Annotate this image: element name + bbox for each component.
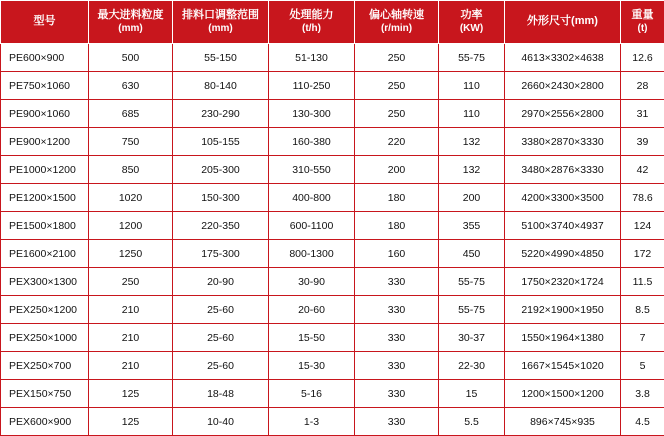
cell-eccentric-shaft-speed: 330 xyxy=(355,296,439,324)
cell-eccentric-shaft-speed: 250 xyxy=(355,72,439,100)
cell-capacity: 400-800 xyxy=(269,184,355,212)
cell-dimensions: 4200×3300×3500 xyxy=(505,184,621,212)
cell-capacity: 20-60 xyxy=(269,296,355,324)
cell-eccentric-shaft-speed: 330 xyxy=(355,268,439,296)
cell-model: PE1600×2100 xyxy=(1,240,89,268)
cell-model: PEX150×750 xyxy=(1,380,89,408)
column-header-unit: (KW) xyxy=(441,23,502,36)
table-row xyxy=(1,408,664,436)
table-row xyxy=(1,324,664,352)
column-header-label: 外形尺寸(mm) xyxy=(527,15,598,27)
cell-dimensions: 1667×1545×1020 xyxy=(505,352,621,380)
column-header-label: 偏心轴转速 xyxy=(369,9,424,21)
cell-power: 55-75 xyxy=(439,268,505,296)
table-row xyxy=(1,128,664,156)
cell-power: 55-75 xyxy=(439,296,505,324)
cell-eccentric-shaft-speed: 250 xyxy=(355,44,439,72)
column-header-label: 处理能力 xyxy=(290,9,334,21)
cell-eccentric-shaft-speed: 330 xyxy=(355,380,439,408)
table-row xyxy=(1,268,664,296)
table-row xyxy=(1,72,664,100)
column-header-discharge-range xyxy=(173,1,269,44)
cell-power: 200 xyxy=(439,184,505,212)
cell-eccentric-shaft-speed: 200 xyxy=(355,156,439,184)
cell-power: 110 xyxy=(439,100,505,128)
cell-power: 132 xyxy=(439,156,505,184)
cell-eccentric-shaft-speed: 330 xyxy=(355,408,439,436)
cell-model: PE750×1060 xyxy=(1,72,89,100)
cell-model: PE900×1200 xyxy=(1,128,89,156)
cell-capacity: 1-3 xyxy=(269,408,355,436)
cell-eccentric-shaft-speed: 330 xyxy=(355,352,439,380)
table-row xyxy=(1,100,664,128)
cell-discharge-range: 205-300 xyxy=(173,156,269,184)
table-row xyxy=(1,44,664,72)
column-header-power xyxy=(439,1,505,44)
cell-weight: 3.8 xyxy=(621,380,664,408)
column-header-capacity xyxy=(269,1,355,44)
column-header-label: 最大进料粒度 xyxy=(98,9,164,21)
column-header-weight xyxy=(621,1,664,44)
cell-dimensions: 896×745×935 xyxy=(505,408,621,436)
cell-weight: 11.5 xyxy=(621,268,664,296)
column-header-unit: (t) xyxy=(623,23,662,36)
cell-discharge-range: 20-90 xyxy=(173,268,269,296)
cell-capacity: 600-1100 xyxy=(269,212,355,240)
cell-weight: 5 xyxy=(621,352,664,380)
cell-discharge-range: 18-48 xyxy=(173,380,269,408)
table-row xyxy=(1,212,664,240)
cell-discharge-range: 150-300 xyxy=(173,184,269,212)
cell-discharge-range: 175-300 xyxy=(173,240,269,268)
cell-weight: 124 xyxy=(621,212,664,240)
cell-power: 450 xyxy=(439,240,505,268)
column-header-label: 功率 xyxy=(461,9,483,21)
cell-max-feed-size: 125 xyxy=(89,380,173,408)
column-header-label: 重量 xyxy=(632,9,654,21)
table-row xyxy=(1,240,664,268)
table-row xyxy=(1,184,664,212)
table-header-row xyxy=(1,1,664,44)
cell-eccentric-shaft-speed: 180 xyxy=(355,212,439,240)
cell-discharge-range: 55-150 xyxy=(173,44,269,72)
cell-weight: 7 xyxy=(621,324,664,352)
column-header-label: 排料口调整范围 xyxy=(182,9,259,21)
cell-max-feed-size: 250 xyxy=(89,268,173,296)
cell-eccentric-shaft-speed: 220 xyxy=(355,128,439,156)
cell-power: 30-37 xyxy=(439,324,505,352)
column-header-label: 型号 xyxy=(34,15,56,27)
cell-model: PEX600×900 xyxy=(1,408,89,436)
cell-eccentric-shaft-speed: 330 xyxy=(355,324,439,352)
cell-power: 355 xyxy=(439,212,505,240)
cell-power: 110 xyxy=(439,72,505,100)
cell-discharge-range: 80-140 xyxy=(173,72,269,100)
cell-dimensions: 2192×1900×1950 xyxy=(505,296,621,324)
cell-dimensions: 5100×3740×4937 xyxy=(505,212,621,240)
cell-capacity: 5-16 xyxy=(269,380,355,408)
cell-eccentric-shaft-speed: 180 xyxy=(355,184,439,212)
cell-max-feed-size: 1020 xyxy=(89,184,173,212)
table-row xyxy=(1,380,664,408)
cell-dimensions: 5220×4990×4850 xyxy=(505,240,621,268)
cell-dimensions: 1550×1964×1380 xyxy=(505,324,621,352)
cell-power: 55-75 xyxy=(439,44,505,72)
cell-max-feed-size: 630 xyxy=(89,72,173,100)
table-body xyxy=(1,44,664,436)
cell-dimensions: 3380×2870×3330 xyxy=(505,128,621,156)
table-row xyxy=(1,296,664,324)
cell-power: 22-30 xyxy=(439,352,505,380)
cell-max-feed-size: 210 xyxy=(89,324,173,352)
cell-dimensions: 3480×2876×3330 xyxy=(505,156,621,184)
cell-max-feed-size: 210 xyxy=(89,352,173,380)
cell-max-feed-size: 685 xyxy=(89,100,173,128)
cell-power: 5.5 xyxy=(439,408,505,436)
column-header-unit: (t/h) xyxy=(271,23,352,36)
cell-discharge-range: 105-155 xyxy=(173,128,269,156)
cell-weight: 172 xyxy=(621,240,664,268)
cell-weight: 12.6 xyxy=(621,44,664,72)
cell-discharge-range: 230-290 xyxy=(173,100,269,128)
cell-max-feed-size: 1200 xyxy=(89,212,173,240)
cell-discharge-range: 25-60 xyxy=(173,352,269,380)
cell-weight: 39 xyxy=(621,128,664,156)
cell-weight: 78.6 xyxy=(621,184,664,212)
cell-capacity: 130-300 xyxy=(269,100,355,128)
cell-max-feed-size: 850 xyxy=(89,156,173,184)
cell-dimensions: 1200×1500×1200 xyxy=(505,380,621,408)
cell-eccentric-shaft-speed: 250 xyxy=(355,100,439,128)
table-header xyxy=(1,1,664,44)
cell-capacity: 15-30 xyxy=(269,352,355,380)
cell-model: PE900×1060 xyxy=(1,100,89,128)
cell-discharge-range: 25-60 xyxy=(173,324,269,352)
cell-model: PE1200×1500 xyxy=(1,184,89,212)
cell-model: PEX250×1200 xyxy=(1,296,89,324)
cell-max-feed-size: 750 xyxy=(89,128,173,156)
cell-capacity: 30-90 xyxy=(269,268,355,296)
cell-capacity: 51-130 xyxy=(269,44,355,72)
column-header-unit: (mm) xyxy=(91,23,170,36)
cell-capacity: 110-250 xyxy=(269,72,355,100)
cell-power: 15 xyxy=(439,380,505,408)
cell-max-feed-size: 1250 xyxy=(89,240,173,268)
column-header-unit: (mm) xyxy=(175,23,266,36)
cell-dimensions: 2660×2430×2800 xyxy=(505,72,621,100)
column-header-eccentric-shaft-speed xyxy=(355,1,439,44)
cell-discharge-range: 10-40 xyxy=(173,408,269,436)
table-row xyxy=(1,156,664,184)
cell-max-feed-size: 125 xyxy=(89,408,173,436)
cell-weight: 8.5 xyxy=(621,296,664,324)
cell-model: PE1500×1800 xyxy=(1,212,89,240)
cell-dimensions: 4613×3302×4638 xyxy=(505,44,621,72)
cell-capacity: 15-50 xyxy=(269,324,355,352)
cell-weight: 28 xyxy=(621,72,664,100)
cell-model: PE600×900 xyxy=(1,44,89,72)
cell-model: PEX250×700 xyxy=(1,352,89,380)
column-header-unit: (r/min) xyxy=(357,23,436,36)
cell-capacity: 160-380 xyxy=(269,128,355,156)
cell-model: PE1000×1200 xyxy=(1,156,89,184)
cell-power: 132 xyxy=(439,128,505,156)
cell-max-feed-size: 500 xyxy=(89,44,173,72)
cell-dimensions: 1750×2320×1724 xyxy=(505,268,621,296)
column-header-dimensions xyxy=(505,1,621,44)
cell-discharge-range: 25-60 xyxy=(173,296,269,324)
table-row xyxy=(1,352,664,380)
cell-model: PEX300×1300 xyxy=(1,268,89,296)
cell-weight: 4.5 xyxy=(621,408,664,436)
cell-dimensions: 2970×2556×2800 xyxy=(505,100,621,128)
cell-capacity: 800-1300 xyxy=(269,240,355,268)
cell-model: PEX250×1000 xyxy=(1,324,89,352)
cell-weight: 42 xyxy=(621,156,664,184)
cell-max-feed-size: 210 xyxy=(89,296,173,324)
column-header-model xyxy=(1,1,89,44)
cell-eccentric-shaft-speed: 160 xyxy=(355,240,439,268)
column-header-max-feed-size xyxy=(89,1,173,44)
cell-weight: 31 xyxy=(621,100,664,128)
cell-capacity: 310-550 xyxy=(269,156,355,184)
cell-discharge-range: 220-350 xyxy=(173,212,269,240)
